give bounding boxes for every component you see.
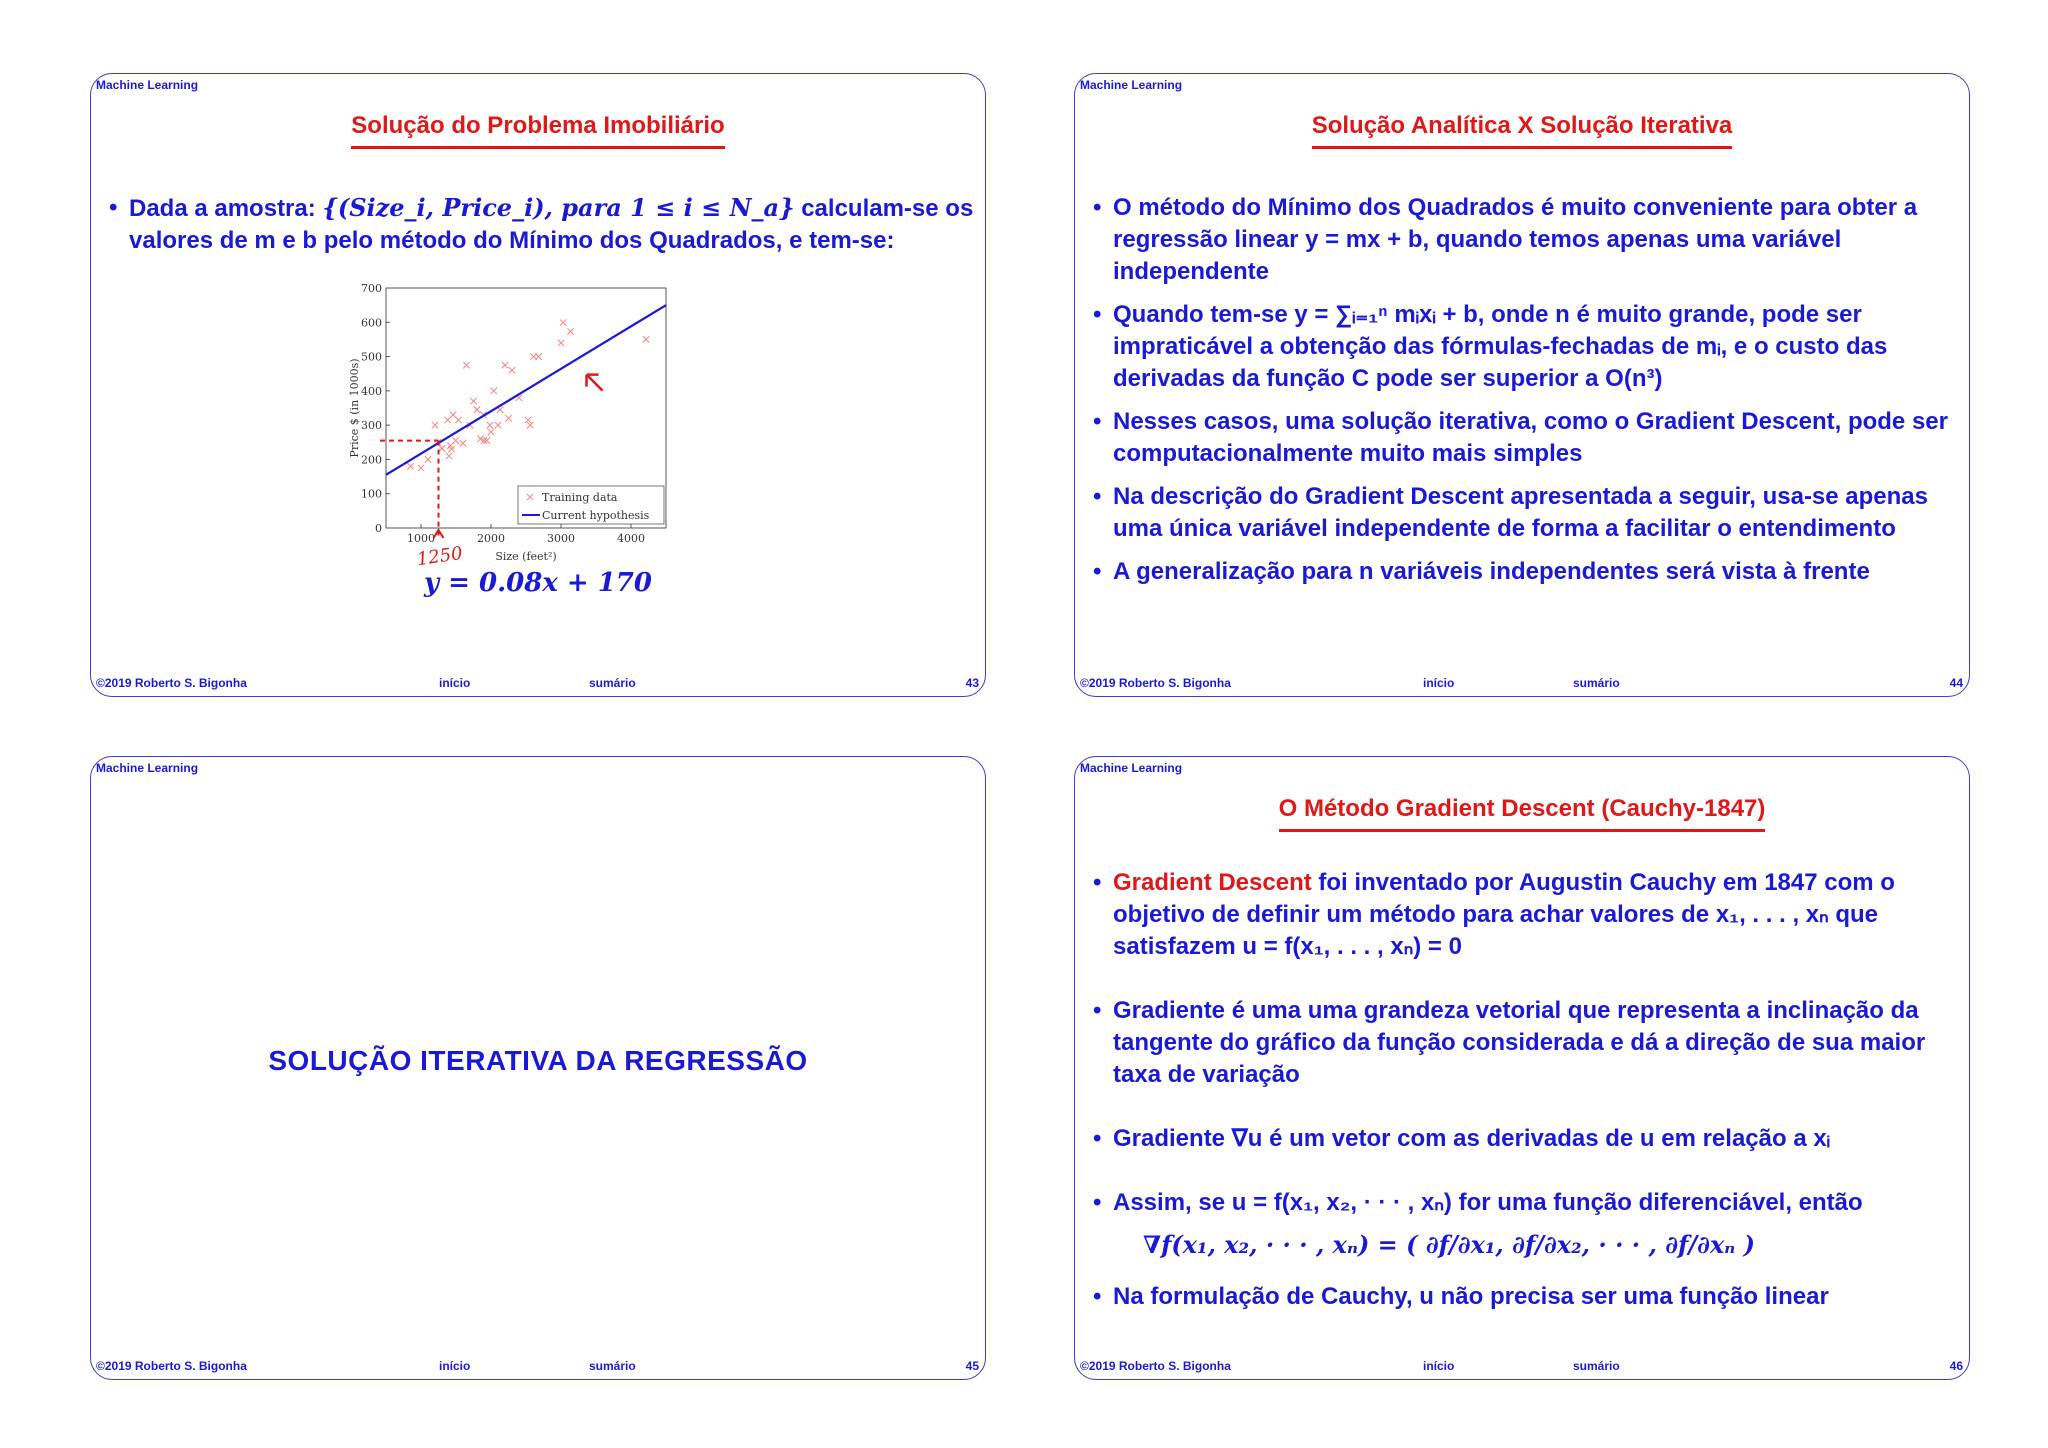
training-data-point: [560, 319, 566, 325]
training-data-point: [505, 415, 511, 421]
slide-header: Machine Learning: [96, 78, 199, 92]
bullet-text-post: calculam-se os valores de m e b pelo método do Mínimo dos Quadrados, e tem-se:: [129, 195, 974, 254]
bullet-item: • Gradiente ∇u é um vetor com as derivadas de u em relação a xᵢ: [1093, 1123, 1965, 1155]
slide-header: Machine Learning: [1080, 78, 1183, 92]
footer-copyright: ©2019 Roberto S. Bigonha: [1080, 1359, 1231, 1373]
training-data-point: [407, 463, 413, 469]
hypothesis-line: [386, 305, 666, 475]
bullet-text: foi inventado por Augustin Cauchy em 1847 com o objetivo de definir um método para achar valores de x₁, . . . , xₙ que satisfazem u = f(x₁, . . . , xₙ) = 0: [1113, 869, 1895, 960]
training-data-point: [527, 422, 533, 428]
y-tick-label: 700: [361, 282, 382, 295]
slide-title: O Método Gradient Descent (Cauchy-1847): [1279, 795, 1766, 832]
footer-inicio-link[interactable]: início: [1423, 1359, 1455, 1373]
chart-hypothesis-line: [386, 305, 666, 475]
training-data-point: [509, 367, 515, 373]
training-data-point: [463, 362, 469, 368]
arrow-up-left-icon: [587, 375, 603, 391]
footer-sumario-link[interactable]: sumário: [1573, 676, 1620, 690]
x-tick-label: 1000: [407, 532, 435, 545]
training-data-point: [439, 445, 445, 451]
chart-legend: [518, 486, 664, 524]
training-data-point: [418, 465, 424, 471]
bullet-text-pre: Dada a amostra:: [129, 195, 316, 222]
footer-sumario-link[interactable]: sumário: [1573, 1359, 1620, 1373]
slide-title-container: [91, 112, 985, 149]
footer-page-number: 43: [965, 676, 979, 690]
footer-page-number: 45: [965, 1359, 979, 1373]
y-tick-label: 100: [361, 487, 382, 501]
slide-44: [1074, 73, 1970, 697]
training-data-point: [495, 422, 501, 428]
training-data-point: [643, 336, 649, 342]
x-tick-label: 2000: [477, 532, 505, 545]
training-data-point: [502, 362, 508, 368]
footer-inicio-link[interactable]: início: [439, 676, 471, 690]
training-data-point: [525, 417, 531, 423]
slide-header: Machine Learning: [1080, 761, 1183, 775]
slide-title: Solução Analítica X Solução Iterativa: [1312, 112, 1733, 149]
bullet-item: • A generalização para n variáveis independentes será vista à frente: [1093, 556, 1965, 588]
y-tick-label: 500: [361, 350, 382, 364]
footer-inicio-link[interactable]: início: [439, 1359, 471, 1373]
x-tick-label: 3000: [547, 532, 575, 545]
x-axis-label: Size (feet²): [495, 550, 557, 563]
bullet-item: [1093, 867, 1965, 963]
regression-chart: [346, 268, 766, 571]
slide-45: [90, 756, 986, 1380]
bullet-list: [1093, 192, 1965, 588]
footer-page-number: 44: [1949, 676, 1963, 690]
training-data-point: [470, 398, 476, 404]
training-data-point: [491, 388, 497, 394]
bullet-item: • O método do Mínimo dos Quadrados é muito conveniente para obter a regressão linear y = mx + b, quando temos apenas uma variável independente: [1093, 192, 1965, 288]
bullet-list: [109, 192, 981, 257]
gradient-descent-highlight: Gradient Descent: [1113, 869, 1312, 896]
gradient-formula: ∇f(x₁, x₂, · · · , xₙ) = ( ∂f/∂x₁, ∂f/∂x₂, · · · , ∂f/∂xₙ ): [1143, 1230, 1755, 1259]
y-tick-label: 200: [361, 453, 382, 467]
footer-copyright: ©2019 Roberto S. Bigonha: [96, 1359, 247, 1373]
training-data-point: [535, 353, 541, 359]
training-data-point: [452, 437, 458, 443]
footer-inicio-link[interactable]: início: [1423, 676, 1455, 690]
training-data-point: [558, 340, 564, 346]
bullet-text: Assim, se u = f(x₁, x₂, · · · , xₙ) for uma função diferenciável, então: [1113, 1189, 1863, 1216]
slide-title: Solução do Problema Imobiliário: [351, 112, 724, 149]
training-data-point: [567, 328, 573, 334]
bullet-item: • Na descrição do Gradient Descent apresentada a seguir, usa-se apenas uma única variável independente de forma a facilitar o entendimento: [1093, 481, 1965, 545]
training-data-point: [487, 422, 493, 428]
section-title: SOLUÇÃO ITERATIVA DA REGRESSÃO: [268, 1045, 808, 1076]
training-data-point: [460, 440, 466, 446]
handwritten-label: 1250: [415, 542, 464, 571]
bullet-item: [1093, 1187, 1965, 1261]
training-data-point: [446, 453, 452, 459]
slide-46: [1074, 756, 1970, 1380]
training-data-point: [474, 407, 480, 413]
slide-title-container: [1075, 795, 1969, 832]
y-tick-label: 600: [361, 316, 382, 330]
footer-copyright: ©2019 Roberto S. Bigonha: [96, 676, 247, 690]
footer-copyright: ©2019 Roberto S. Bigonha: [1080, 676, 1231, 690]
slide-title-container: [1075, 112, 1969, 149]
y-tick-label: 300: [361, 419, 382, 433]
footer-sumario-link[interactable]: sumário: [589, 1359, 636, 1373]
footer-page-number: 46: [1949, 1359, 1963, 1373]
y-tick-label: 400: [361, 384, 382, 398]
legend-label-hypothesis: Current hypothesis: [542, 509, 650, 522]
bullet-item: [109, 192, 981, 257]
bullet-list: [1093, 867, 1965, 1313]
y-tick-label: 0: [375, 522, 382, 535]
slide-header: Machine Learning: [96, 761, 199, 775]
chart-points: [407, 319, 649, 471]
training-data-point: [432, 422, 438, 428]
footer-sumario-link[interactable]: sumário: [589, 676, 636, 690]
x-tick-label: 4000: [617, 532, 645, 545]
bullet-item: • Nesses casos, uma solução iterativa, como o Gradient Descent, pode ser computacionalmente muito mais simples: [1093, 406, 1965, 470]
regression-equation: y = 0.08x + 170: [424, 568, 652, 598]
bullet-item: • Gradiente é uma uma grandeza vetorial que representa a inclinação da tangente do gráfico da função considerada e dá a direção de sua maior taxa de variação: [1093, 995, 1965, 1091]
legend-label-training: Training data: [542, 491, 618, 504]
y-axis-label: Price $ (in 1000s): [348, 358, 361, 458]
training-data-point: [425, 456, 431, 462]
bullet-item: • Na formulação de Cauchy, u não precisa ser uma função linear: [1093, 1281, 1965, 1313]
training-data-point: [455, 417, 461, 423]
sample-set-formula: {(Size_i, Price_i), para 1 ≤ i ≤ N_a}: [322, 193, 795, 222]
slide-43: [90, 73, 986, 697]
training-data-point: [488, 429, 494, 435]
bullet-item: • Quando tem-se y = ∑ᵢ₌₁ⁿ mᵢxᵢ + b, onde n é muito grande, pode ser impraticável a obtenção das fórmulas-fechadas de mᵢ, e o custo das derivadas da função C pode ser superior a O(n³): [1093, 299, 1965, 395]
